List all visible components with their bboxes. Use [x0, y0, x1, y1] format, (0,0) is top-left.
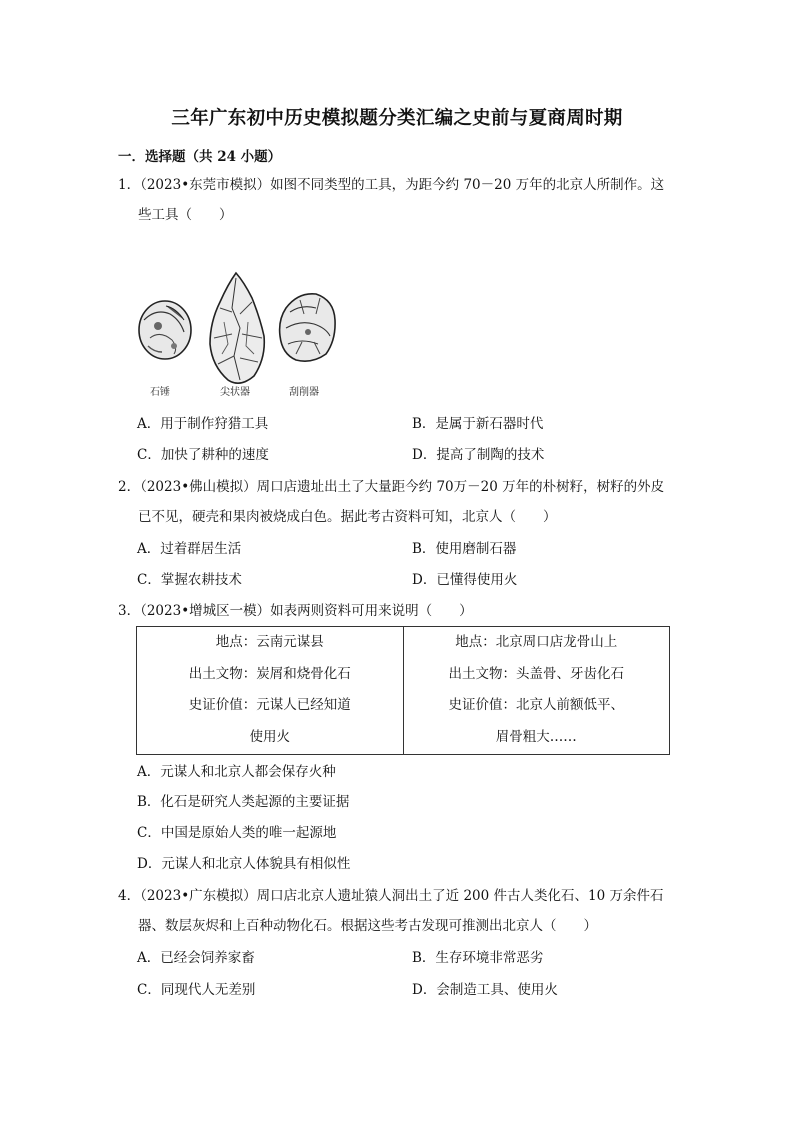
- table-left-line-4: 使用火: [249, 728, 290, 745]
- question-3-source-table: [136, 626, 670, 755]
- table-right-line-3: 史证价值：北京人前额低平、: [448, 697, 624, 713]
- pointed-tool-drawing: [210, 273, 264, 383]
- question-2-option-c[interactable]: C．掌握农耕技术: [137, 572, 242, 588]
- question-4-option-d[interactable]: D．会制造工具、使用火: [412, 982, 558, 998]
- question-1-stem-line-1: 1．（2023•东莞市模拟）如图不同类型的工具，为距今约 70－20 万年的北京人所制作。这: [118, 177, 665, 193]
- figure-label-scraper: 刮削器: [289, 387, 319, 398]
- question-2-stem-line-2: 已不见，硬壳和果肉被烧成白色。据此考古资料可知，北京人（ ）: [138, 509, 557, 525]
- question-4-option-c[interactable]: C．同现代人无差别: [137, 982, 256, 998]
- table-right-line-1: 地点：北京周口店龙骨山上: [455, 634, 618, 650]
- hammer-stone-drawing: [139, 301, 191, 359]
- question-1-option-a[interactable]: A．用于制作狩猎工具: [137, 416, 269, 432]
- question-1-option-c[interactable]: C．加快了耕种的速度: [137, 447, 269, 463]
- table-cell-beijing: [403, 627, 670, 755]
- question-4-option-b[interactable]: B．生存环境非常恶劣: [412, 950, 544, 966]
- table-cell-yuanmou: [137, 627, 404, 755]
- stone-tools-figure: [136, 268, 336, 400]
- table-left-line-1: 地点：云南元谋县: [215, 634, 324, 650]
- question-2-option-d[interactable]: D．已懂得使用火: [412, 572, 518, 588]
- scraper-drawing: [280, 294, 335, 361]
- section-heading: 一．选择题（共 24 小题）: [118, 149, 282, 165]
- question-4-option-a[interactable]: A．已经会饲养家畜: [137, 950, 255, 966]
- table-right-line-2: 出土文物：头盖骨、牙齿化石: [448, 665, 624, 682]
- page-title: 三年广东初中历史模拟题分类汇编之史前与夏商周时期: [171, 108, 623, 129]
- question-4-stem-line-1: 4．（2023•广东模拟）周口店北京人遗址猿人洞出土了近 200 件古人类化石、10 万余件石: [118, 888, 664, 904]
- table-left-line-2: 出土文物：炭屑和烧骨化石: [188, 665, 351, 682]
- question-2-stem-line-1: 2．（2023•佛山模拟）周口店遗址出土了大量距今约 70万－20 万年的朴树籽，树籽的外皮: [118, 479, 665, 495]
- table-left-line-3: 史证价值：元谋人已经知道: [188, 697, 351, 713]
- question-2-option-a[interactable]: A．过着群居生活: [137, 541, 242, 557]
- question-3-stem: 3．（2023•增城区一模）如表两则资料可用来说明（ ）: [118, 603, 473, 619]
- question-1-option-d[interactable]: D．提高了制陶的技术: [412, 447, 545, 463]
- question-4-stem-line-2: 器、数层灰烬和上百种动物化石。根据这些考古发现可推测出北京人（ ）: [138, 918, 597, 934]
- figure-label-pointed-tool: 尖状器: [220, 387, 250, 398]
- question-1-stem-line-2: 些工具（ ）: [138, 207, 233, 223]
- question-3-option-d[interactable]: D．元谋人和北京人体貌具有相似性: [137, 856, 351, 872]
- question-1-option-b[interactable]: B．是属于新石器时代: [412, 416, 544, 432]
- question-3-option-b[interactable]: B．化石是研究人类起源的主要证据: [137, 794, 350, 810]
- stone-tools-illustration: [136, 268, 336, 400]
- question-3-option-c[interactable]: C．中国是原始人类的唯一起源地: [137, 825, 337, 841]
- table-right-line-4: 眉骨粗大……: [495, 728, 577, 745]
- question-3-option-a[interactable]: A．元谋人和北京人都会保存火种: [137, 764, 336, 780]
- question-2-option-b[interactable]: B．使用磨制石器: [412, 541, 517, 557]
- figure-label-hammer-stone: 石锤: [150, 387, 170, 398]
